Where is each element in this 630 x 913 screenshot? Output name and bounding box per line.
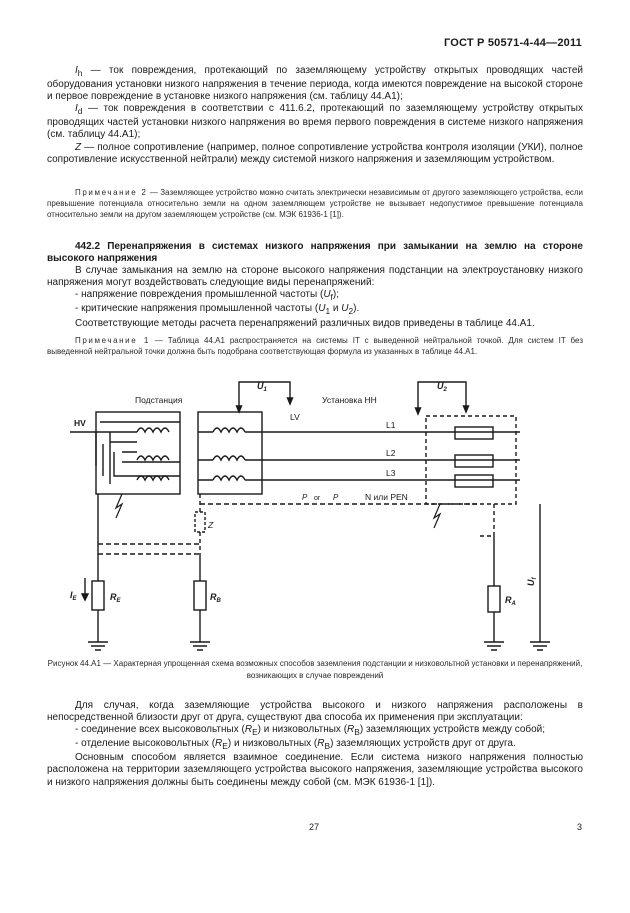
- page-number-right: 3: [577, 822, 583, 832]
- label-n-pen: N или PEN: [365, 492, 408, 502]
- body-after-figure: [47, 700, 583, 789]
- label-z: Z: [208, 520, 214, 530]
- page-number-center: 27: [309, 822, 320, 832]
- label-hv: HV: [74, 418, 86, 428]
- label-installation: Установка НН: [322, 395, 377, 405]
- section-442-2: [47, 241, 583, 330]
- label-l3: L3: [386, 468, 396, 478]
- section-heading: 442.2 Перенапряжения в системах низкого напряжения при замыкании на землю на стороне высокого напряжения: [47, 241, 583, 265]
- definitions: [47, 65, 583, 166]
- label-u1: $U_1$: [257, 381, 267, 393]
- def-ih: $I_h$ — ток повреждения, протекающий по заземляющему устройству открытых проводящих частей оборудования установки низкого напряжения в течение периода, когда имеются повреждение на высокой стороне и первое повреждение в установке низкого напряжения (см. таблицу 44.А1);: [47, 65, 583, 103]
- label-p: P: [302, 493, 308, 502]
- para-1: Для случая, когда заземляющие устройства высокого и низкого напряжения расположены в непосредственной близости друг от друга, существуют два способа их применения при эксплуатации:: [47, 700, 583, 724]
- section-intro: В случае замыкания на землю на стороне высокого напряжения подстанции на электроустановку низкого напряжения могут воздействовать следующие виды перенапряжений:: [47, 265, 583, 289]
- label-l2: L2: [386, 448, 396, 458]
- label-u2: $U_2$: [437, 381, 447, 393]
- bullet-2: - отделение высоковольтных $(R_E)$ и низковольтных $(R_B)$ заземляющих устройств друг от друга.: [75, 738, 516, 752]
- def-z: Z — полное сопротивление (например, полное сопротивление устройства контроля изоляции (УКИ), полное сопротивление искусственной нейтрали) между системой низкого напряжения и заземляющим устройством.: [47, 141, 583, 165]
- label-rb: $R_B$: [210, 592, 221, 604]
- def-id: $I_d$ — ток повреждения в соответствии с 411.6.2, протекающий по заземляющему устройству открытых проводящих частей установки низкого напряжения во время первого повреждения в системе низкого напряжения (см. таблицу 44.А1);: [47, 103, 583, 141]
- label-re: $R_E$: [110, 592, 121, 604]
- section-item-1: - напряжение повреждения промышленной частоты $(U_f)$;: [75, 289, 339, 303]
- note-1: Примечание 1 — Таблица 44.А1 распространяется на системы IT с выведенной нейтральной точкой. Для систем IT без выведенной нейтральной точки должна быть подобрана соответствующая формула из указанных в таблице 44.А1.: [47, 336, 583, 356]
- label-or: or: [314, 495, 321, 502]
- label-ra: $R_A$: [505, 595, 516, 607]
- para-2: Основным способом является взаимное соединение. Если система низкого напряжения полностью расположена на территории заземляющего устройства высокого напряжения, заземляющие устройства высокого и низкого напряжения должны быть соединены между собой (см. МЭК 61936-1 [1]).: [47, 752, 583, 788]
- grounding-diagram: [0, 376, 630, 656]
- section-item-2: - критические напряжения промышленной частоты ($U_1$ и $U_2$).: [75, 303, 360, 317]
- note-2: Примечание 2 — Заземляющее устройство можно считать электрически независимым от другого заземляющего устройства, если превышение потенциала относительно земли на одном заземляющем устройстве не вызывает недопустимое превышение потенциала относительно земли на другом заземляющем устройстве (см. МЭК 61936-1 [1]).: [47, 188, 583, 219]
- label-l1: L1: [386, 420, 396, 430]
- bullet-1: - соединение всех высоковольтных $(R_E)$ и низковольтных $(R_B)$ заземляющих устройств между собой;: [75, 724, 546, 738]
- label-lv: LV: [290, 412, 300, 422]
- figure-caption: Рисунок 44.А1 — Характерная упрощенная схема возможных способов заземления подстанции и низковольтной установки и перенапряжений, возникающих в случае повреждений: [47, 659, 583, 680]
- label-ie: $I_E$: [70, 590, 77, 602]
- section-methods: Соответствующие методы расчета перенапряжений различных видов приведены в таблице 44.А1.: [75, 317, 535, 329]
- label-substation: Подстанция: [135, 395, 183, 405]
- label-p2: P: [333, 493, 339, 502]
- label-uf: $U_f$: [526, 577, 538, 586]
- standard-header: ГОСТ Р 50571-4-44—2011: [443, 37, 582, 49]
